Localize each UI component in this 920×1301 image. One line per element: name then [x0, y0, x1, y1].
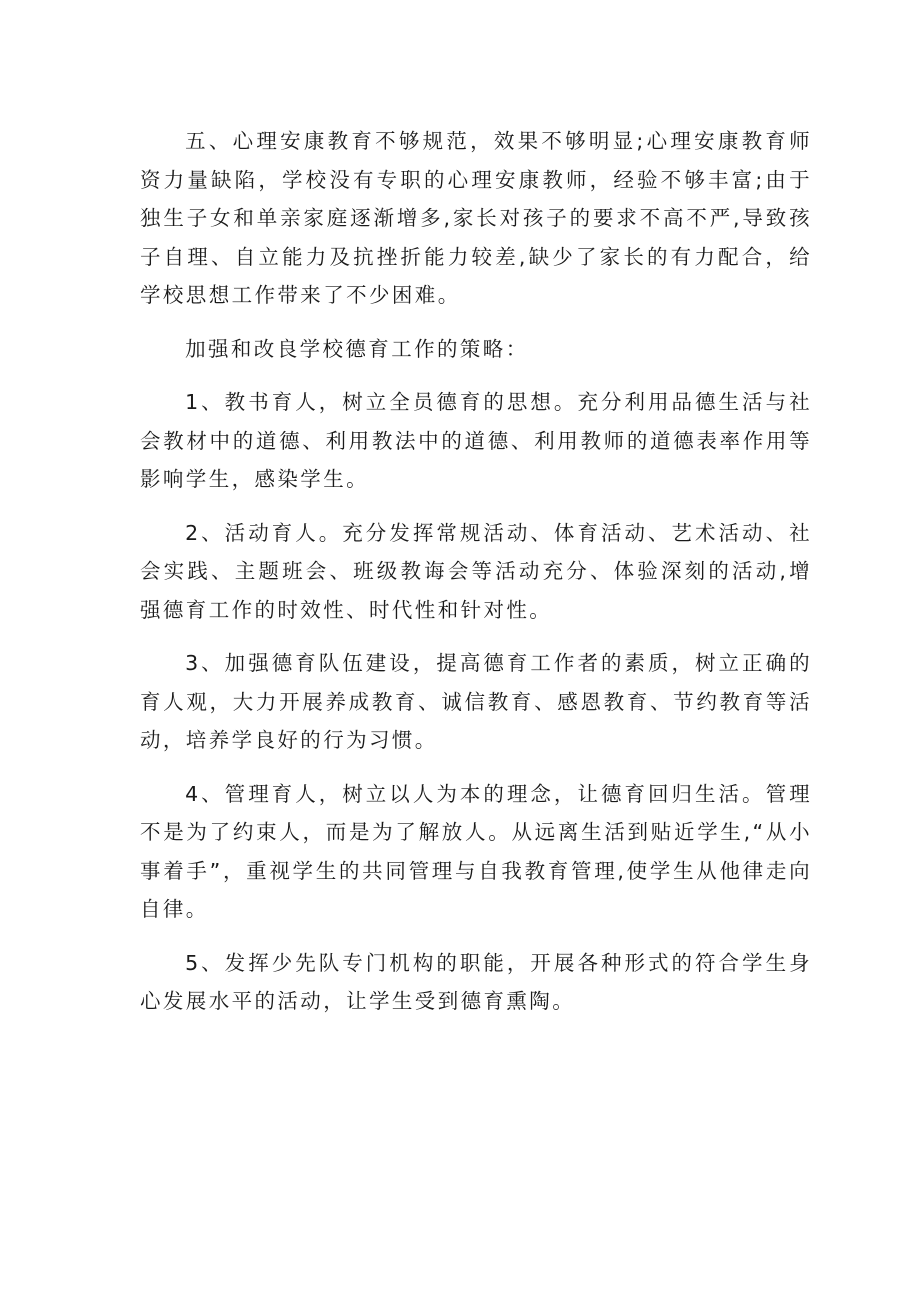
paragraph-issue-five: 五、心理安康教育不够规范，效果不够明显;心理安康教育师资力量缺陷，学校没有专职的心理安康教师，经验不够丰富;由于独生子女和单亲家庭逐渐增多,家长对孩子的要求不高不严,导致孩子自理、自立能力及抗挫折能力较差,缺少了家长的有力配合，给学校思想工作带来了不少困难。	[140, 129, 812, 307]
paragraph-strategy-heading: 加强和改良学校德育工作的策略：	[185, 336, 529, 361]
paragraph-strategy-4: 4、管理育人，树立以人为本的理念，让德育回归生活。管理不是为了约束人，而是为了解放人。从远离生活到贴近学生,“从小事着手”，重视学生的共同管理与自我教育管理,使学生从他律走向自律。	[140, 781, 812, 921]
paragraph-strategy-3: 3、加强德育队伍建设，提高德育工作者的素质，树立正确的育人观，大力开展养成教育、诚信教育、感恩教育、节约教育等活动，培养学良好的行为习惯。	[140, 651, 812, 752]
paragraph-strategy-1: 1、教书育人，树立全员德育的思想。充分利用品德生活与社会教材中的道德、利用教法中的道德、利用教师的道德表率作用等影响学生，感染学生。	[140, 390, 812, 491]
document-body	[140, 122, 812, 1036]
paragraph-strategy-2: 2、活动育人。充分发挥常规活动、体育活动、艺术活动、社会实践、主题班会、班级教诲会等活动充分、体验深刻的活动,增强德育工作的时效性、时代性和针对性。	[140, 520, 812, 622]
paragraph-strategy-5: 5、发挥少先队专门机构的职能，开展各种形式的符合学生身心发展水平的活动，让学生受到德育熏陶。	[140, 950, 812, 1013]
